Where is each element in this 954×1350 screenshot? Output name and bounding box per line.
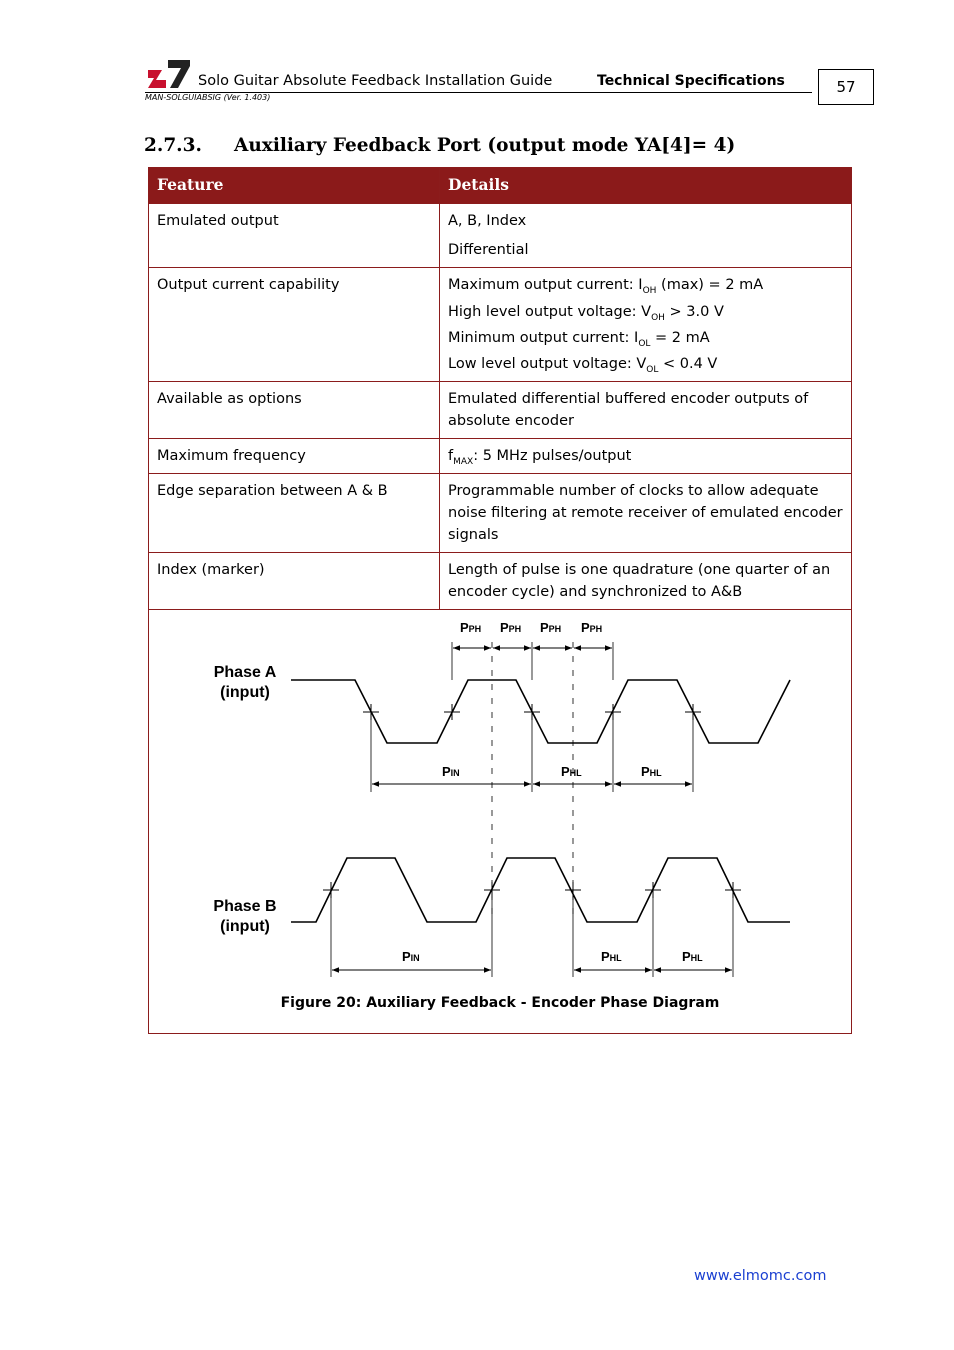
details-cell bbox=[440, 204, 852, 268]
details-text: Low level output voltage: V bbox=[448, 356, 647, 372]
pph-label: PPH bbox=[540, 620, 562, 635]
details-cell bbox=[440, 439, 852, 474]
phase-a-label: Phase A bbox=[213, 664, 277, 681]
dimension-arrows bbox=[332, 648, 732, 970]
table-row bbox=[149, 382, 852, 439]
phase-b-waveform bbox=[291, 858, 790, 922]
phase-a-crossing-marks bbox=[363, 704, 701, 720]
phl-label: PHL bbox=[601, 949, 622, 964]
spec-table bbox=[148, 167, 852, 1034]
details-text: > 3.0 V bbox=[664, 304, 724, 320]
details-text: High level output voltage: V bbox=[448, 304, 652, 320]
section-number: 2.7.3. bbox=[144, 135, 202, 156]
details-text: f bbox=[448, 448, 454, 464]
column-header-feature: Feature bbox=[149, 168, 440, 204]
page-number: 57 bbox=[818, 69, 874, 105]
pph-label: PPH bbox=[460, 620, 482, 635]
table-row bbox=[149, 439, 852, 474]
phase-b-crossing-marks bbox=[323, 882, 741, 898]
details-cell bbox=[440, 268, 852, 382]
header-title: Solo Guitar Absolute Feedback Installation Guide bbox=[198, 73, 553, 89]
section-title: Auxiliary Feedback Port (output mode YA[4]= 4) bbox=[234, 135, 736, 156]
details-line bbox=[448, 301, 843, 323]
table-row bbox=[149, 553, 852, 610]
figure-cell bbox=[149, 610, 852, 1034]
figure-caption: Figure 20: Auxiliary Feedback - Encoder Phase Diagram bbox=[280, 995, 720, 1011]
feature-cell: Index (marker) bbox=[149, 553, 440, 610]
table-row bbox=[149, 204, 852, 268]
pin-label: PIN bbox=[442, 764, 460, 779]
encoder-phase-diagram bbox=[149, 610, 853, 1033]
section-heading bbox=[144, 135, 735, 156]
column-header-details: Details bbox=[440, 168, 852, 204]
details-subscript: OL bbox=[646, 364, 659, 375]
feature-cell: Output current capability bbox=[149, 268, 440, 382]
header-doc-id: MAN-SOLGUIABSIG (Ver. 1.403) bbox=[145, 93, 271, 102]
details-subscript: OL bbox=[638, 338, 651, 349]
details-text: Minimum output current: I bbox=[448, 330, 639, 346]
phase-b-sub-label: (input) bbox=[220, 918, 270, 935]
details-subscript: MAX bbox=[453, 456, 474, 467]
details-line bbox=[448, 327, 843, 349]
phl-label: PHL bbox=[561, 764, 582, 779]
feature-cell: Maximum frequency bbox=[149, 439, 440, 474]
details-line: A, B, Index bbox=[448, 213, 527, 229]
figure-row bbox=[149, 610, 852, 1034]
details-line: Differential bbox=[448, 242, 529, 258]
phase-b-label: Phase B bbox=[213, 898, 277, 915]
footer-website-link[interactable]: www.elmomc.com bbox=[694, 1268, 827, 1284]
feature-cell: Emulated output bbox=[149, 204, 440, 268]
details-cell: Emulated differential buffered encoder outputs of absolute encoder bbox=[440, 382, 852, 439]
table-row bbox=[149, 268, 852, 382]
phl-label: PHL bbox=[682, 949, 703, 964]
reference-lines bbox=[331, 642, 733, 977]
phl-label: PHL bbox=[641, 764, 662, 779]
details-text: : 5 MHz pulses/output bbox=[473, 448, 632, 464]
details-text: Maximum output current: I bbox=[448, 277, 643, 293]
phase-a-sub-label: (input) bbox=[220, 684, 270, 701]
details-subscript: OH bbox=[642, 285, 657, 296]
feature-cell: Edge separation between A & B bbox=[149, 474, 440, 553]
details-text: = 2 mA bbox=[650, 330, 710, 346]
feature-cell: Available as options bbox=[149, 382, 440, 439]
pph-label: PPH bbox=[581, 620, 603, 635]
details-line bbox=[448, 274, 843, 296]
details-cell: Length of pulse is one quadrature (one quarter of an encoder cycle) and synchronized to A&B bbox=[440, 553, 852, 610]
details-text: (max) = 2 mA bbox=[656, 277, 764, 293]
header-section: Technical Specifications bbox=[597, 73, 785, 89]
table-header-row bbox=[149, 168, 852, 204]
pin-label: PIN bbox=[402, 949, 420, 964]
details-line bbox=[448, 353, 843, 375]
elmo-logo bbox=[148, 58, 190, 88]
pph-label: PPH bbox=[500, 620, 522, 635]
details-subscript: OH bbox=[651, 312, 665, 323]
details-cell: Programmable number of clocks to allow adequate noise filtering at remote receiver of emulated encoder signals bbox=[440, 474, 852, 553]
details-text: < 0.4 V bbox=[658, 356, 718, 372]
table-row bbox=[149, 474, 852, 553]
